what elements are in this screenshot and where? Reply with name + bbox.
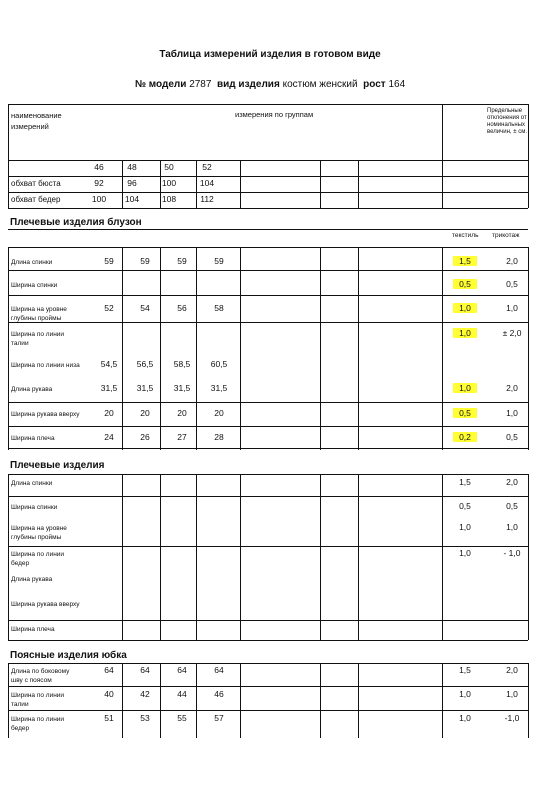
cell-value: 31,5 — [136, 383, 154, 393]
row-label: Ширина рукава вверху — [11, 411, 80, 418]
size-value: 104 — [199, 178, 215, 188]
table-vline — [320, 247, 321, 450]
tolerance-knit: 2,0 — [506, 665, 518, 675]
header-knit: трикотаж — [492, 232, 520, 239]
size-value: 100 — [91, 194, 107, 204]
cell-value: 58,5 — [173, 359, 191, 369]
cell-value: 20 — [140, 408, 150, 418]
tolerance-textile: 1,0 — [459, 713, 471, 723]
tolerance-textile: 1,0 — [453, 328, 477, 338]
tolerance-knit: 2,0 — [506, 383, 518, 393]
table-vline — [528, 474, 529, 640]
cell-value: 31,5 — [173, 383, 191, 393]
table-hline — [8, 247, 528, 248]
cell-value: 31,5 — [210, 383, 228, 393]
table-hline — [8, 640, 528, 641]
row-label: Ширина плеча — [11, 435, 55, 442]
type-label: вид изделия — [217, 79, 280, 90]
table-vline — [358, 160, 359, 208]
row-label: Ширина по линии бедер — [11, 551, 65, 567]
cell-value: 40 — [104, 689, 114, 699]
tolerance-textile: 1,5 — [453, 256, 477, 266]
table-hline — [8, 295, 528, 296]
tolerance-knit: 2,0 — [506, 256, 518, 266]
tolerance-knit: 0,5 — [506, 279, 518, 289]
table-vline — [8, 104, 9, 160]
header-deviation: Предельные отклонения от номинальных величин, ± см. — [487, 108, 527, 135]
row-label: Ширина по линии бедер — [11, 716, 65, 732]
tolerance-knit: 1,0 — [506, 522, 518, 532]
table-hline — [8, 474, 528, 475]
table-vline — [442, 663, 443, 738]
row-label: Ширина по линии низа — [11, 362, 80, 369]
table-vline — [320, 160, 321, 208]
cell-value: 56,5 — [136, 359, 154, 369]
row-label: Ширина на уровне глубины проймы — [11, 525, 67, 541]
model-info — [0, 79, 540, 90]
cell-value: 64 — [104, 665, 114, 675]
table-vline — [160, 474, 161, 640]
height-value: 164 — [388, 79, 406, 90]
tolerance-textile: 1,0 — [459, 689, 471, 699]
tolerance-textile: 1,0 — [459, 522, 471, 532]
table-vline — [122, 247, 123, 450]
tolerance-textile: 1,0 — [453, 383, 477, 393]
size-value: 92 — [94, 178, 104, 188]
size-value: 96 — [127, 178, 137, 188]
table-hline — [8, 160, 528, 161]
tolerance-knit: 0,5 — [506, 432, 518, 442]
cell-value: 24 — [104, 432, 114, 442]
cell-value: 56 — [177, 303, 187, 313]
cell-value: 53 — [140, 713, 150, 723]
size-value: 104 — [124, 194, 140, 204]
row-label: Ширина по линии талии — [11, 331, 65, 347]
tolerance-knit: 1,0 — [506, 408, 518, 418]
table-hline — [8, 546, 528, 547]
tolerance-knit: 2,0 — [506, 477, 518, 487]
tolerance-textile: 0,5 — [453, 408, 477, 418]
tolerance-knit: ± 2,0 — [502, 328, 522, 338]
cell-value: 44 — [177, 689, 187, 699]
row-label: Длина рукава — [11, 576, 53, 583]
table-hline — [8, 710, 528, 711]
table-hline — [8, 620, 528, 621]
table-vline — [320, 474, 321, 640]
section-blouse: Плечевые изделия блузон — [10, 217, 142, 228]
row-label: Ширина спинки — [11, 504, 58, 511]
cell-value: 54 — [140, 303, 150, 313]
table-hline — [8, 176, 528, 177]
table-hline — [8, 496, 528, 497]
tolerance-textile: 1,0 — [453, 303, 477, 313]
model-value: 2787 — [189, 79, 212, 90]
table-vline — [320, 663, 321, 738]
table-hline — [8, 402, 528, 403]
height-label: рост — [363, 79, 386, 90]
row-label: Длина спинки — [11, 259, 53, 266]
row-label: Ширина рукава вверху — [11, 601, 80, 608]
table-vline — [528, 247, 529, 450]
table-hline — [8, 686, 528, 687]
tolerance-knit: -1,0 — [504, 713, 520, 723]
size-row-label: обхват бюста — [11, 179, 61, 188]
header-name: наименование измерений — [11, 111, 62, 131]
table-vline — [8, 474, 9, 640]
row-label: Ширина спинки — [11, 282, 58, 289]
cell-value: 60,5 — [210, 359, 228, 369]
size-value: 112 — [200, 194, 214, 204]
table-hline — [8, 270, 528, 271]
tolerance-textile: 0,5 — [453, 279, 477, 289]
table-vline — [358, 474, 359, 640]
table-vline — [8, 160, 9, 208]
cell-value: 55 — [177, 713, 187, 723]
tolerance-textile: 1,5 — [459, 477, 471, 487]
table-hline — [8, 229, 528, 230]
cell-value: 26 — [140, 432, 150, 442]
cell-value: 46 — [214, 689, 224, 699]
section-shoulder: Плечевые изделия — [10, 460, 105, 471]
row-label: Ширина плеча — [11, 626, 55, 633]
table-vline — [358, 663, 359, 738]
tolerance-knit: 1,0 — [506, 689, 518, 699]
table-vline — [240, 247, 241, 450]
size-row-label: обхват бедер — [11, 195, 61, 204]
table-vline — [442, 104, 443, 160]
cell-value: 59 — [214, 256, 224, 266]
tolerance-textile: 0,5 — [459, 501, 471, 511]
row-label: Длина рукава — [11, 386, 53, 393]
cell-value: 64 — [214, 665, 224, 675]
table-hline — [8, 208, 528, 209]
row-label: Длина спинки — [11, 480, 53, 487]
row-label: Ширина на уровне глубины проймы — [11, 306, 67, 322]
cell-value: 27 — [177, 432, 187, 442]
row-label: Длина по боковому шву с поясом — [11, 668, 70, 684]
table-vline — [8, 247, 9, 450]
cell-value: 59 — [104, 256, 114, 266]
cell-value: 64 — [140, 665, 150, 675]
size-value: 52 — [202, 162, 212, 172]
table-vline — [528, 663, 529, 738]
table-vline — [8, 663, 9, 738]
table-vline — [442, 160, 443, 208]
cell-value: 59 — [177, 256, 187, 266]
table-vline — [528, 160, 529, 208]
table-hline — [8, 426, 528, 427]
size-value: 100 — [161, 178, 177, 188]
document-title: Таблица измерений изделия в готовом виде — [159, 49, 381, 60]
table-hline — [8, 448, 528, 449]
table-vline — [442, 474, 443, 640]
table-vline — [442, 247, 443, 450]
size-value: 48 — [127, 162, 137, 172]
model-label: № модели — [134, 79, 187, 90]
cell-value: 64 — [177, 665, 187, 675]
table-vline — [196, 474, 197, 640]
table-vline — [240, 474, 241, 640]
cell-value: 57 — [214, 713, 224, 723]
size-value: 108 — [161, 194, 177, 204]
size-value: 46 — [94, 162, 104, 172]
cell-value: 51 — [104, 713, 114, 723]
table-vline — [160, 247, 161, 450]
row-label: Ширина по линии талии — [11, 692, 65, 708]
size-value: 50 — [164, 162, 174, 172]
cell-value: 20 — [177, 408, 187, 418]
tolerance-knit: - 1,0 — [503, 548, 521, 558]
tolerance-textile: 1,5 — [459, 665, 471, 675]
cell-value: 31,5 — [100, 383, 118, 393]
cell-value: 42 — [140, 689, 150, 699]
table-hline — [8, 192, 528, 193]
header-textile: текстиль — [452, 232, 479, 239]
cell-value: 59 — [140, 256, 150, 266]
table-vline — [240, 663, 241, 738]
table-hline — [8, 104, 528, 105]
cell-value: 52 — [104, 303, 114, 313]
cell-value: 28 — [214, 432, 224, 442]
type-value: костюм женский — [282, 79, 358, 90]
table-vline — [358, 247, 359, 450]
tolerance-textile: 0,2 — [453, 432, 477, 442]
cell-value: 20 — [104, 408, 114, 418]
table-vline — [122, 474, 123, 640]
cell-value: 58 — [214, 303, 224, 313]
table-vline — [240, 160, 241, 208]
tolerance-knit: 1,0 — [506, 303, 518, 313]
cell-value: 54,5 — [100, 359, 118, 369]
tolerance-knit: 0,5 — [506, 501, 518, 511]
header-groups: измерения по группам — [235, 110, 314, 119]
cell-value: 20 — [214, 408, 224, 418]
section-skirt: Поясные изделия юбка — [10, 650, 127, 661]
table-hline — [8, 322, 528, 323]
tolerance-textile: 1,0 — [459, 548, 471, 558]
table-vline — [196, 247, 197, 450]
table-hline — [8, 663, 528, 664]
